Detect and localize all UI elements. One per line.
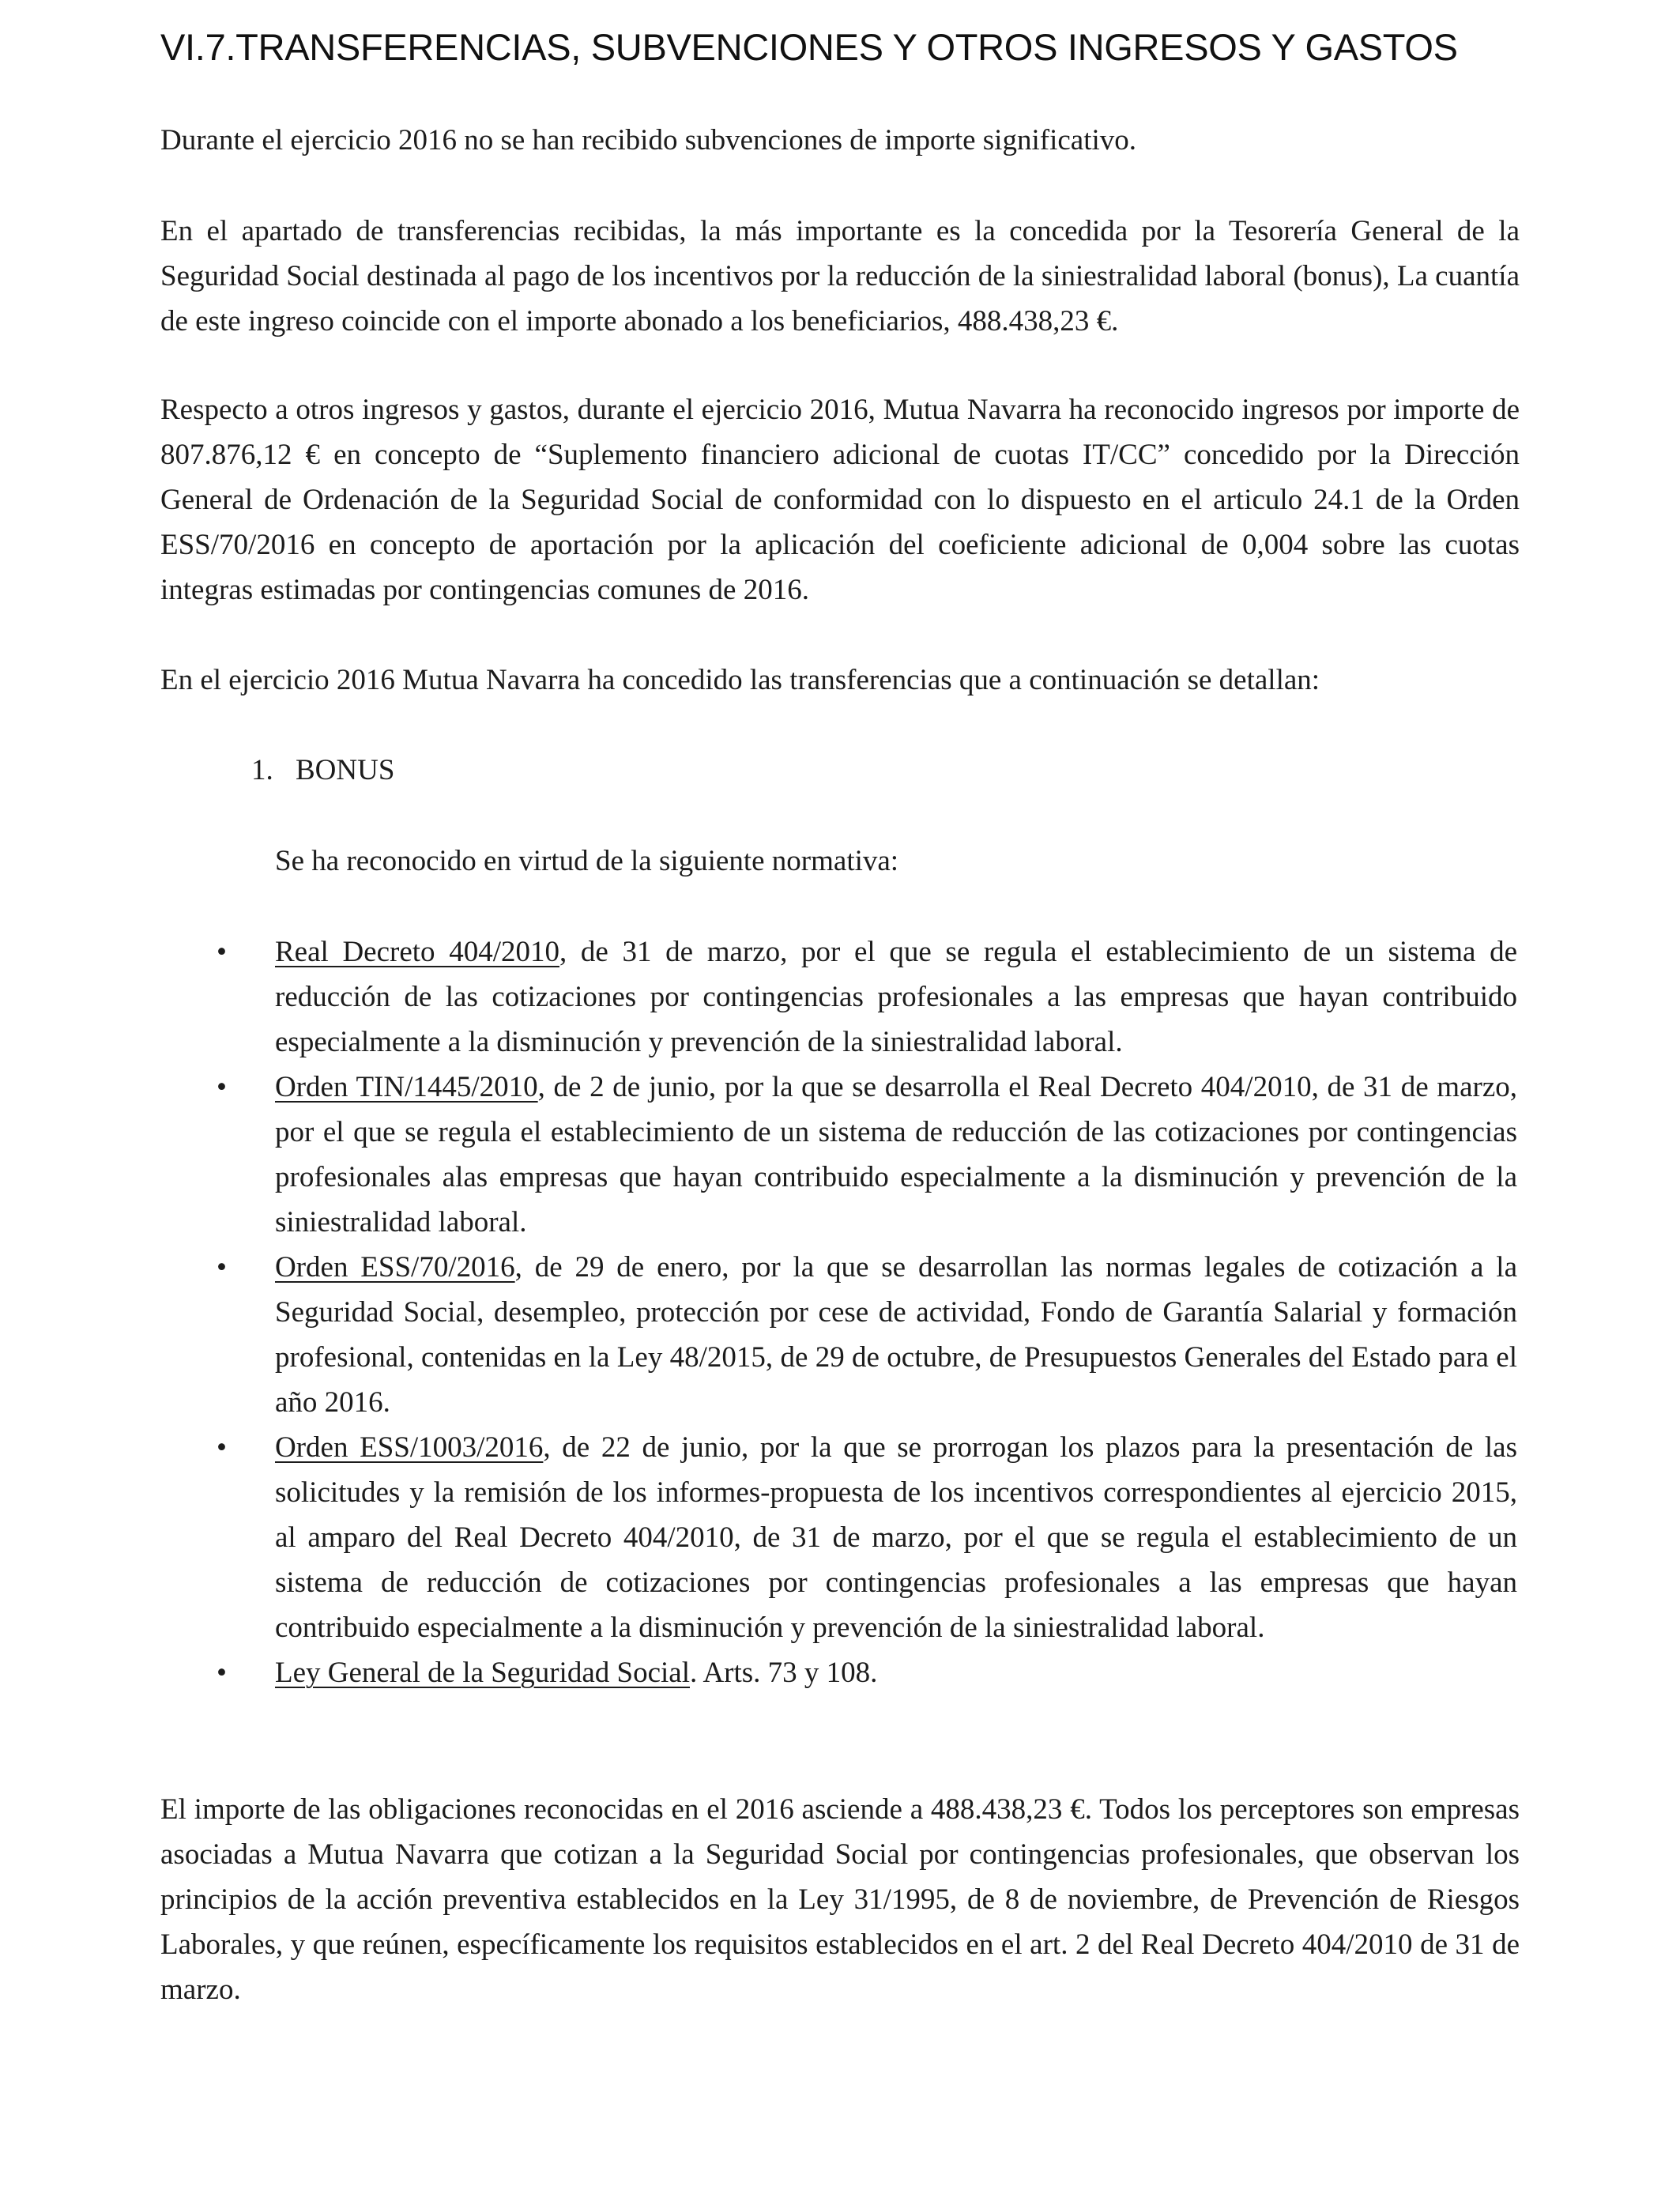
list-item-text bbox=[275, 1065, 1517, 1245]
normativa-description: , de 31 de marzo, por el que se regula el establecimiento de un sistema de reducción de las cotizaciones por contingencias profesionales a las empresas que hayan contribuido especialmente a la disminución y prevención de la siniestralidad laboral. bbox=[275, 936, 1517, 1058]
bullet-icon: • bbox=[217, 1431, 227, 1464]
section-number: 1. bbox=[251, 754, 273, 786]
paragraph-subvenciones: Durante el ejercicio 2016 no se han recibido subvenciones de importe significativo. bbox=[160, 124, 1137, 156]
normativa-list bbox=[0, 929, 1680, 1695]
list-item bbox=[0, 1065, 1680, 1245]
normativa-description: . Arts. 73 y 108. bbox=[690, 1657, 878, 1689]
bullet-icon: • bbox=[217, 1251, 227, 1284]
section-title-bonus bbox=[251, 748, 883, 793]
paragraph-obligaciones-reconocidas: El importe de las obligaciones reconocidas en el 2016 asciende a 488.438,23 €. Todos los perceptores son empresas asociadas a Mutua Navarra que cotizan a la Seguridad Social por contingencias profesionales, que observan los principios de la acción preventiva establecidos en la Ley 31/1995, de 8 de noviembre, de Prevención de Riesgos Laborales, y que reúnen, específicamente los requisitos establecidos en el art. 2 del Real Decreto 404/2010 de 31 de marzo. bbox=[160, 1793, 1520, 2006]
list-item bbox=[0, 1650, 1680, 1695]
bullet-icon: • bbox=[217, 1657, 227, 1689]
section-heading: VI.7.TRANSFERENCIAS, SUBVENCIONES Y OTROS INGRESOS Y GASTOS bbox=[160, 26, 1458, 68]
normativa-link[interactable]: Orden TIN/1445/2010 bbox=[275, 1071, 538, 1103]
normativa-link[interactable]: Real Decreto 404/2010 bbox=[275, 936, 559, 968]
paragraph-transferencias-recibidas: En el apartado de transferencias recibidas, la más importante es la concedida por la Tesorería General de la Seguridad Social destinada al pago de los incentivos por la reducción de la siniestralidad laboral (bonus), La cuantía de este ingreso coincide con el importe abonado a los beneficiarios, 488.438,23 €. bbox=[160, 215, 1520, 337]
list-item bbox=[0, 929, 1680, 1065]
normativa-link[interactable]: Orden ESS/1003/2016 bbox=[275, 1431, 544, 1464]
normativa-description: , de 2 de junio, por la que se desarrolla el Real Decreto 404/2010, de 31 de marzo, por el que se regula el establecimiento de un sistema de reducción de las cotizaciones por contingencias profesionales alas empresas que hayan contribuido especialmente a la disminución y prevención de la siniestralidad laboral. bbox=[275, 1071, 1517, 1238]
normativa-intro: Se ha reconocido en virtud de la siguiente normativa: bbox=[275, 845, 899, 877]
paragraph-otros-ingresos: Respecto a otros ingresos y gastos, durante el ejercicio 2016, Mutua Navarra ha reconocido ingresos por importe de 807.876,12 € en concepto de “Suplemento financiero adicional de cuotas IT/CC” concedido por la Dirección General de Ordenación de la Seguridad Social de conformidad con lo dispuesto en el articulo 24.1 de la Orden ESS/70/2016 en concepto de aportación por la aplicación del coeficiente adicional de 0,004 sobre las cuotas integras estimadas por contingencias comunes de 2016. bbox=[160, 394, 1520, 606]
normativa-link[interactable]: Orden ESS/70/2016 bbox=[275, 1251, 515, 1284]
bullet-icon: • bbox=[217, 1071, 227, 1103]
list-item-text bbox=[275, 1425, 1517, 1650]
list-item-text bbox=[275, 1245, 1517, 1425]
bullet-icon: • bbox=[217, 936, 227, 968]
normativa-description: , de 22 de junio, por la que se prorrogan los plazos para la presentación de las solicitudes y la remisión de los informes-propuesta de los incentivos correspondientes al ejercicio 2015, al amparo del Real Decreto 404/2010, de 31 de marzo, por el que se regula el establecimiento de un sistema de reducción de cotizaciones por contingencias profesionales a las empresas que hayan contribuido especialmente a la disminución y prevención de la siniestralidad laboral. bbox=[275, 1431, 1517, 1644]
section-title: BONUS bbox=[296, 754, 395, 786]
list-item bbox=[0, 1425, 1680, 1650]
list-item-text bbox=[275, 1650, 1517, 1695]
list-item-text bbox=[275, 929, 1517, 1065]
normativa-description: , de 29 de enero, por la que se desarrollan las normas legales de cotización a la Seguridad Social, desempleo, protección por cese de actividad, Fondo de Garantía Salarial y formación profesional, contenidas en la Ley 48/2015, de 29 de octubre, de Presupuestos Generales del Estado para el año 2016. bbox=[275, 1251, 1517, 1419]
paragraph-transferencias-concedidas: En el ejercicio 2016 Mutua Navarra ha concedido las transferencias que a continuación se detallan: bbox=[160, 664, 1320, 696]
normativa-link[interactable]: Ley General de la Seguridad Social bbox=[275, 1657, 690, 1689]
list-item bbox=[0, 1245, 1680, 1425]
